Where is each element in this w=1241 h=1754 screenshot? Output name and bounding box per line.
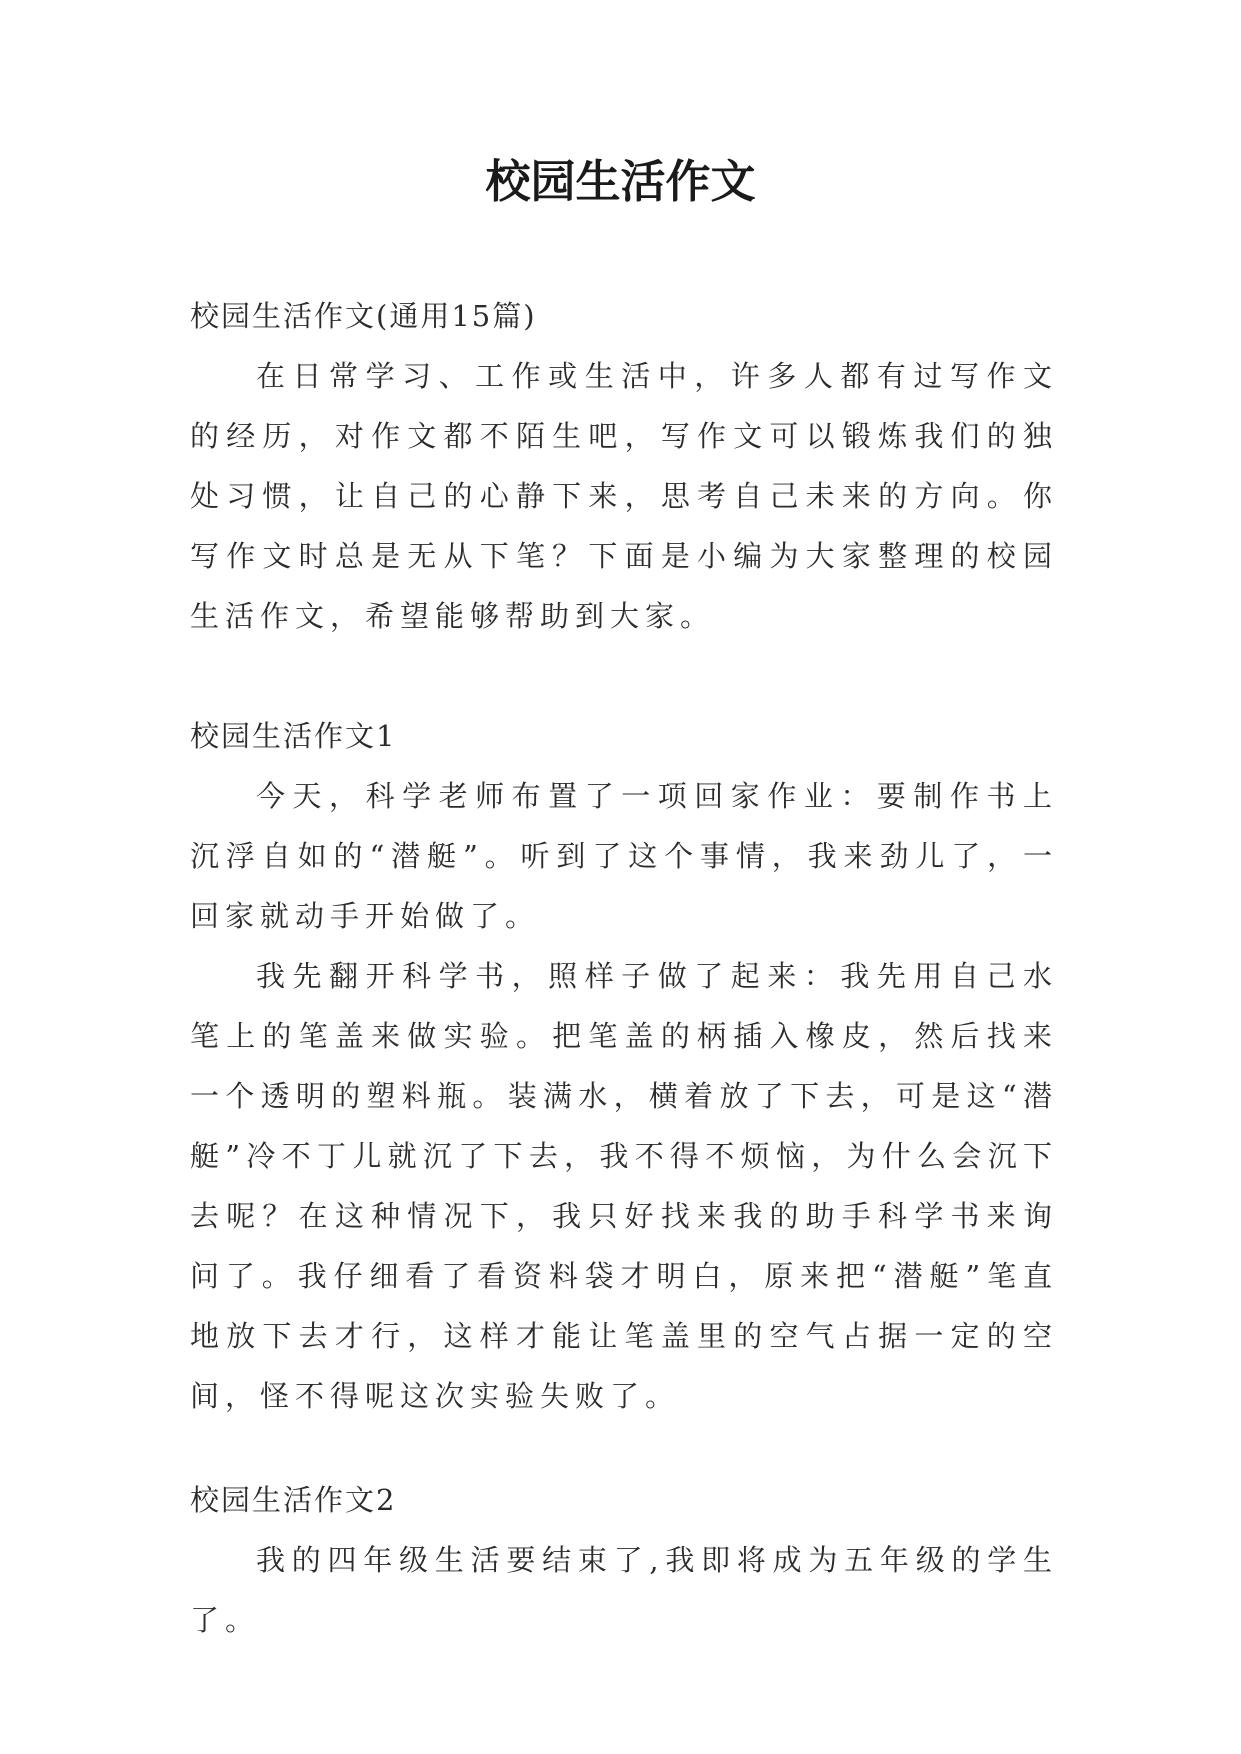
section-spacer — [190, 646, 1058, 706]
document-body — [190, 286, 1058, 1650]
paragraph: 今天，科学老师布置了一项回家作业：要制作书上沉浮自如的“潜艇”。听到了这个事情，我来劲儿了，一回家就动手开始做了。 — [190, 779, 1058, 933]
section-essay-1 — [190, 706, 1058, 1426]
paragraph: 在日常学习、工作或生活中，许多人都有过写作文的经历，对作文都不陌生吧，写作文可以锻炼我们的独处习惯，让自己的心静下来，思考自己未来的方向。你写作文时总是无从下笔？下面是小编为大家整理的校园生活作文，希望能够帮助到大家。 — [190, 359, 1058, 633]
section-essay-2 — [190, 1470, 1058, 1650]
paragraph: 我的四年级生活要结束了,我即将成为五年级的学生了。 — [190, 1543, 1058, 1637]
section-spacer — [190, 1426, 1058, 1470]
section-heading: 校园生活作文2 — [190, 1483, 397, 1517]
section-intro — [190, 286, 1058, 646]
section-heading: 校园生活作文(通用15篇) — [190, 299, 537, 333]
paragraph: 我先翻开科学书，照样子做了起来：我先用自己水笔上的笔盖来做实验。把笔盖的柄插入橡皮，然后找来一个透明的塑料瓶。装满水，横着放了下去，可是这“潜艇”冷不丁儿就沉了下去，我不得不烦恼，为什么会沉下去呢？在这种情况下，我只好找来我的助手科学书来询问了。我仔细看了看资料袋才明白，原来把“潜艇”笔直地放下去才行，这样才能让笔盖里的空气占据一定的空间，怪不得呢这次实验失败了。 — [190, 959, 1058, 1413]
section-heading: 校园生活作文1 — [190, 719, 397, 753]
document-title: 校园生活作文 — [485, 155, 756, 208]
